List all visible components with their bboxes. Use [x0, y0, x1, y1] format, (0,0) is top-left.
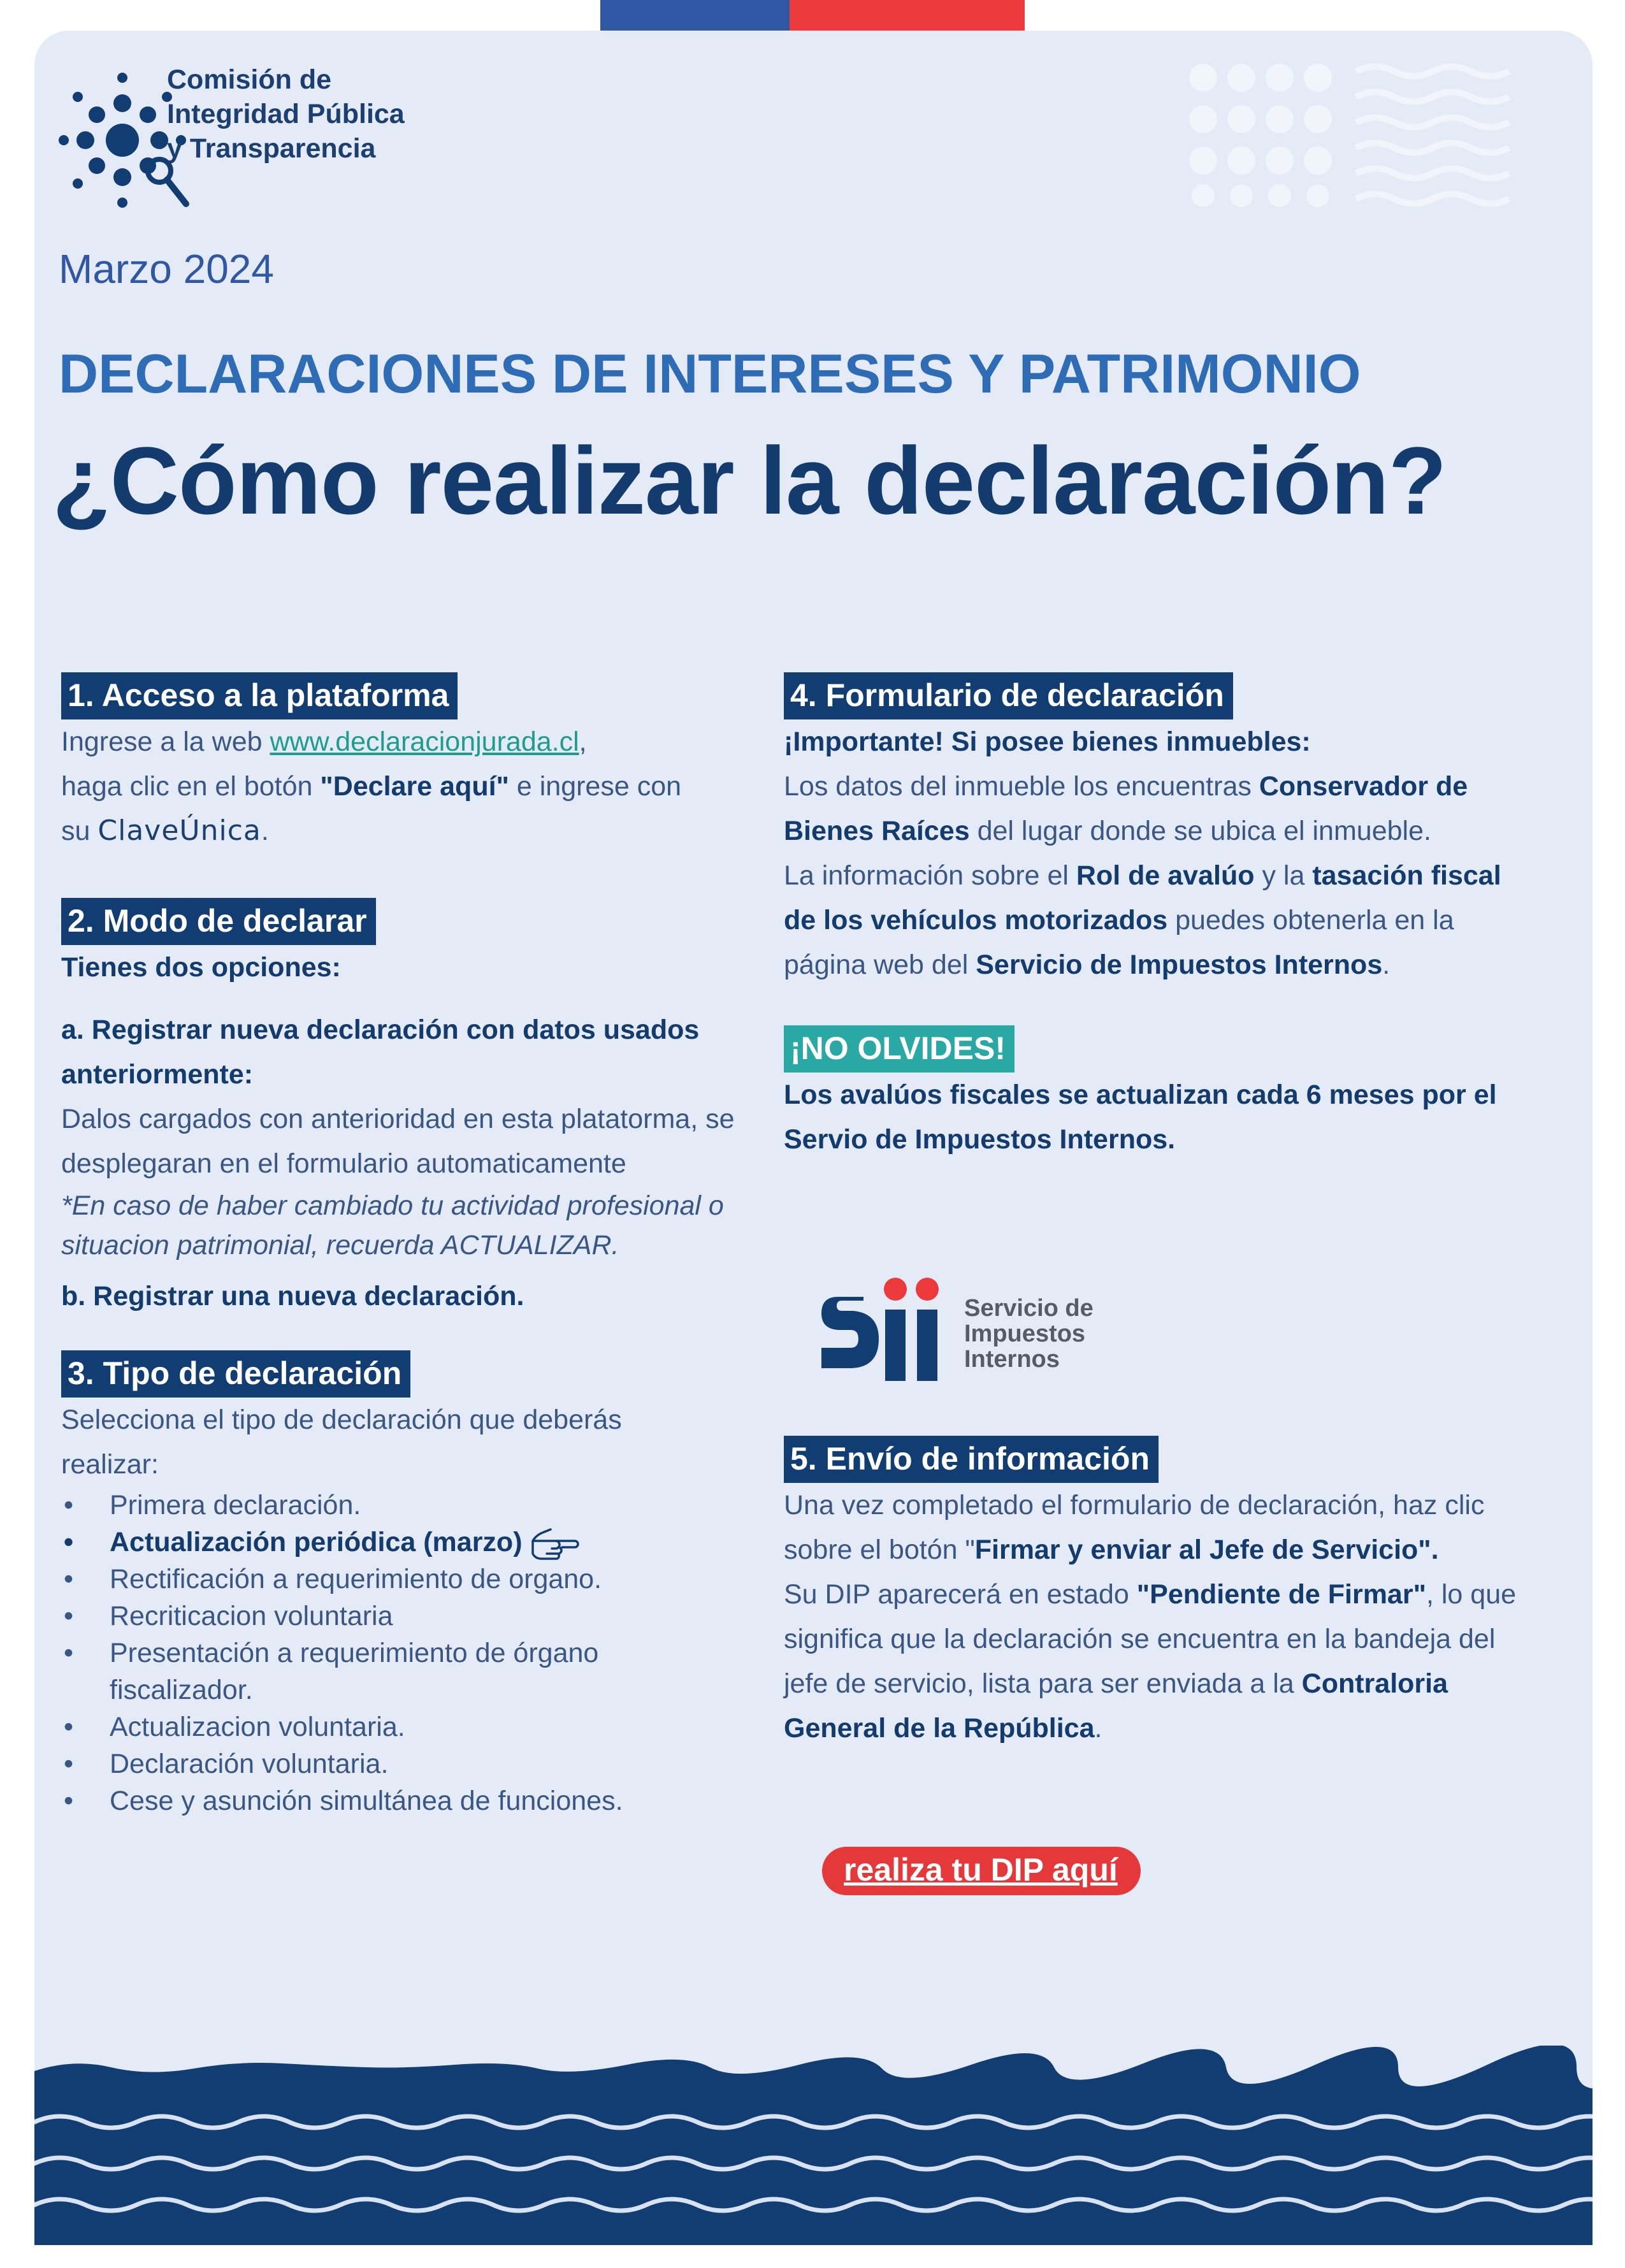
section4-p2-c: y la [1254, 860, 1313, 891]
list-item [61, 1524, 762, 1561]
page-title: ¿Cómo realizar la declaración? [52, 427, 1447, 534]
list-item-text: Cese y asunción simultánea de funciones. [110, 1786, 623, 1816]
section4-p2 [784, 853, 1523, 987]
bullet: • [64, 1749, 74, 1779]
reminder-heading: ¡NO OLVIDES! [784, 1025, 1015, 1073]
list-item [61, 1782, 762, 1819]
pointing-hand-icon [530, 1528, 580, 1560]
section1-line3-a: su [61, 816, 98, 846]
section5-heading: 5. Envío de información [784, 1436, 1159, 1483]
list-item [61, 1598, 762, 1635]
section4-p1-b: Conservador de Bienes Raíces [784, 771, 1468, 846]
publication-date: Marzo 2024 [59, 246, 274, 292]
section5-p2-a: Su DIP aparecerá en estado [784, 1579, 1137, 1610]
section1-heading: 1. Acceso a la plataforma [61, 672, 458, 719]
left-column [61, 672, 762, 1819]
section4-p2-g: . [1382, 950, 1390, 980]
list-item-text: Actualización periódica (marzo) [110, 1527, 523, 1557]
sii-logo-line3: Internos [964, 1346, 1060, 1373]
section4-p2-e: puedes obtenerla en la página web del [784, 905, 1454, 980]
declaration-types-list [61, 1487, 762, 1819]
bullet: • [64, 1638, 74, 1668]
section4-important: ¡Importante! Si posee bienes inmuebles: [784, 726, 1311, 757]
org-name-line3: y Transparencia [167, 133, 376, 164]
reminder-text: Los avalúos fiscales se actualizan cada 6 meses por el Servio de Impuestos Internos. [784, 1080, 1497, 1155]
section1-text-b: , [579, 726, 587, 757]
org-name-line1: Comisión de [167, 64, 332, 95]
section5-p1-a: Una vez completado el formulario de declaración, haz clic sobre el botón " [784, 1490, 1485, 1565]
section2-heading: 2. Modo de declarar [61, 898, 376, 945]
section5-p2-b: "Pendiente de Firmar" [1136, 1579, 1426, 1610]
bullet: • [64, 1527, 74, 1557]
section4-p2-b: Rol de avalúo [1076, 860, 1255, 891]
realiza-dip-button[interactable]: realiza tu DIP aquí [822, 1847, 1141, 1895]
section1-line2-a: haga clic en el botón [61, 771, 321, 802]
section1-line3-b: . [261, 816, 269, 846]
list-item-text: Rectificación a requerimiento de organo. [110, 1564, 602, 1594]
list-item [61, 1561, 762, 1598]
section5-p2 [784, 1572, 1523, 1751]
clave-unica-logo: ClaveÚnica [98, 814, 261, 847]
section5-p2-d: Contraloria General de la República [784, 1668, 1448, 1744]
decorative-pattern-icon [1184, 59, 1515, 212]
section4-p1-c: del lugar donde se ubica el inmueble. [969, 816, 1431, 846]
section4-p2-a: La información sobre el [784, 860, 1076, 891]
section3-intro: Selecciona el tipo de declaración que deberás realizar: [61, 1405, 622, 1480]
section4-p2-d: tasación fiscal de los vehículos motorizados [784, 860, 1501, 935]
declaracion-jurada-link[interactable]: www.declaracionjurada.cl [270, 726, 579, 757]
section4-p1 [784, 764, 1523, 853]
sii-logo-line1: Servicio de [964, 1295, 1094, 1322]
section1-text-a: Ingrese a la web [61, 726, 270, 757]
bullet: • [64, 1786, 74, 1816]
section4-p1-a: Los datos del inmueble los encuentras [784, 771, 1259, 802]
bullet: • [64, 1712, 74, 1742]
section3-heading: 3. Tipo de declaración [61, 1350, 410, 1398]
sii-logo-icon [819, 1271, 946, 1386]
option-a-title: a. Registrar nueva declaración con datos usados anteriormente: [61, 1015, 700, 1090]
right-column [784, 672, 1523, 1162]
page-subtitle: DECLARACIONES DE INTERESES Y PATRIMONIO [59, 343, 1361, 405]
section2-intro: Tienes dos opciones: [61, 952, 341, 983]
section4-p2-f: Servicio de Impuestos Internos [976, 950, 1383, 980]
sii-logo [819, 1271, 1125, 1386]
section1-text [61, 719, 762, 853]
section4-heading: 4. Formulario de declaración [784, 672, 1233, 719]
list-item [61, 1708, 762, 1745]
list-item [61, 1745, 762, 1782]
sii-logo-line2: Impuestos [964, 1320, 1086, 1347]
org-name-line2: Integridad Pública [167, 99, 405, 129]
bullet: • [64, 1564, 74, 1594]
option-a-text: Dalos cargados con anterioridad en esta platatorma, se desplegaran en el formulario automaticamente [61, 1104, 735, 1179]
section5 [784, 1436, 1523, 1751]
waves-footer-icon [34, 2046, 1592, 2245]
list-item-text: Primera declaración. [110, 1490, 361, 1520]
section1-line2-b: e ingrese con [509, 771, 682, 802]
section5-p1 [784, 1483, 1523, 1572]
list-item-text: Presentación a requerimiento de órgano fiscalizador. [110, 1638, 599, 1705]
sii-logo-text [964, 1296, 1094, 1372]
list-item-text: Recriticacion voluntaria [110, 1601, 393, 1631]
declare-aqui-label: "Declare aquí" [320, 771, 509, 802]
section5-p2-c: , lo que significa que la declaración se encuentra en la bandeja del jefe de servicio, lista para ser enviada a la [784, 1579, 1517, 1699]
org-name [167, 62, 524, 166]
option-b-title: b. Registrar una nueva declaración. [61, 1281, 524, 1311]
section5-p1-b: Firmar y enviar al Jefe de Servicio". [974, 1535, 1439, 1565]
section5-p2-e: . [1094, 1713, 1102, 1744]
list-item-text: Declaración voluntaria. [110, 1749, 389, 1779]
list-item-text: Actualizacion voluntaria. [110, 1712, 405, 1742]
bullet: • [64, 1601, 74, 1631]
list-item [61, 1635, 664, 1708]
option-a-note: *En caso de haber cambiado tu actividad profesional o situacion patrimonial, recuerda ACTUALIZAR. [61, 1190, 724, 1260]
list-item [61, 1487, 762, 1524]
bullet: • [64, 1490, 74, 1520]
